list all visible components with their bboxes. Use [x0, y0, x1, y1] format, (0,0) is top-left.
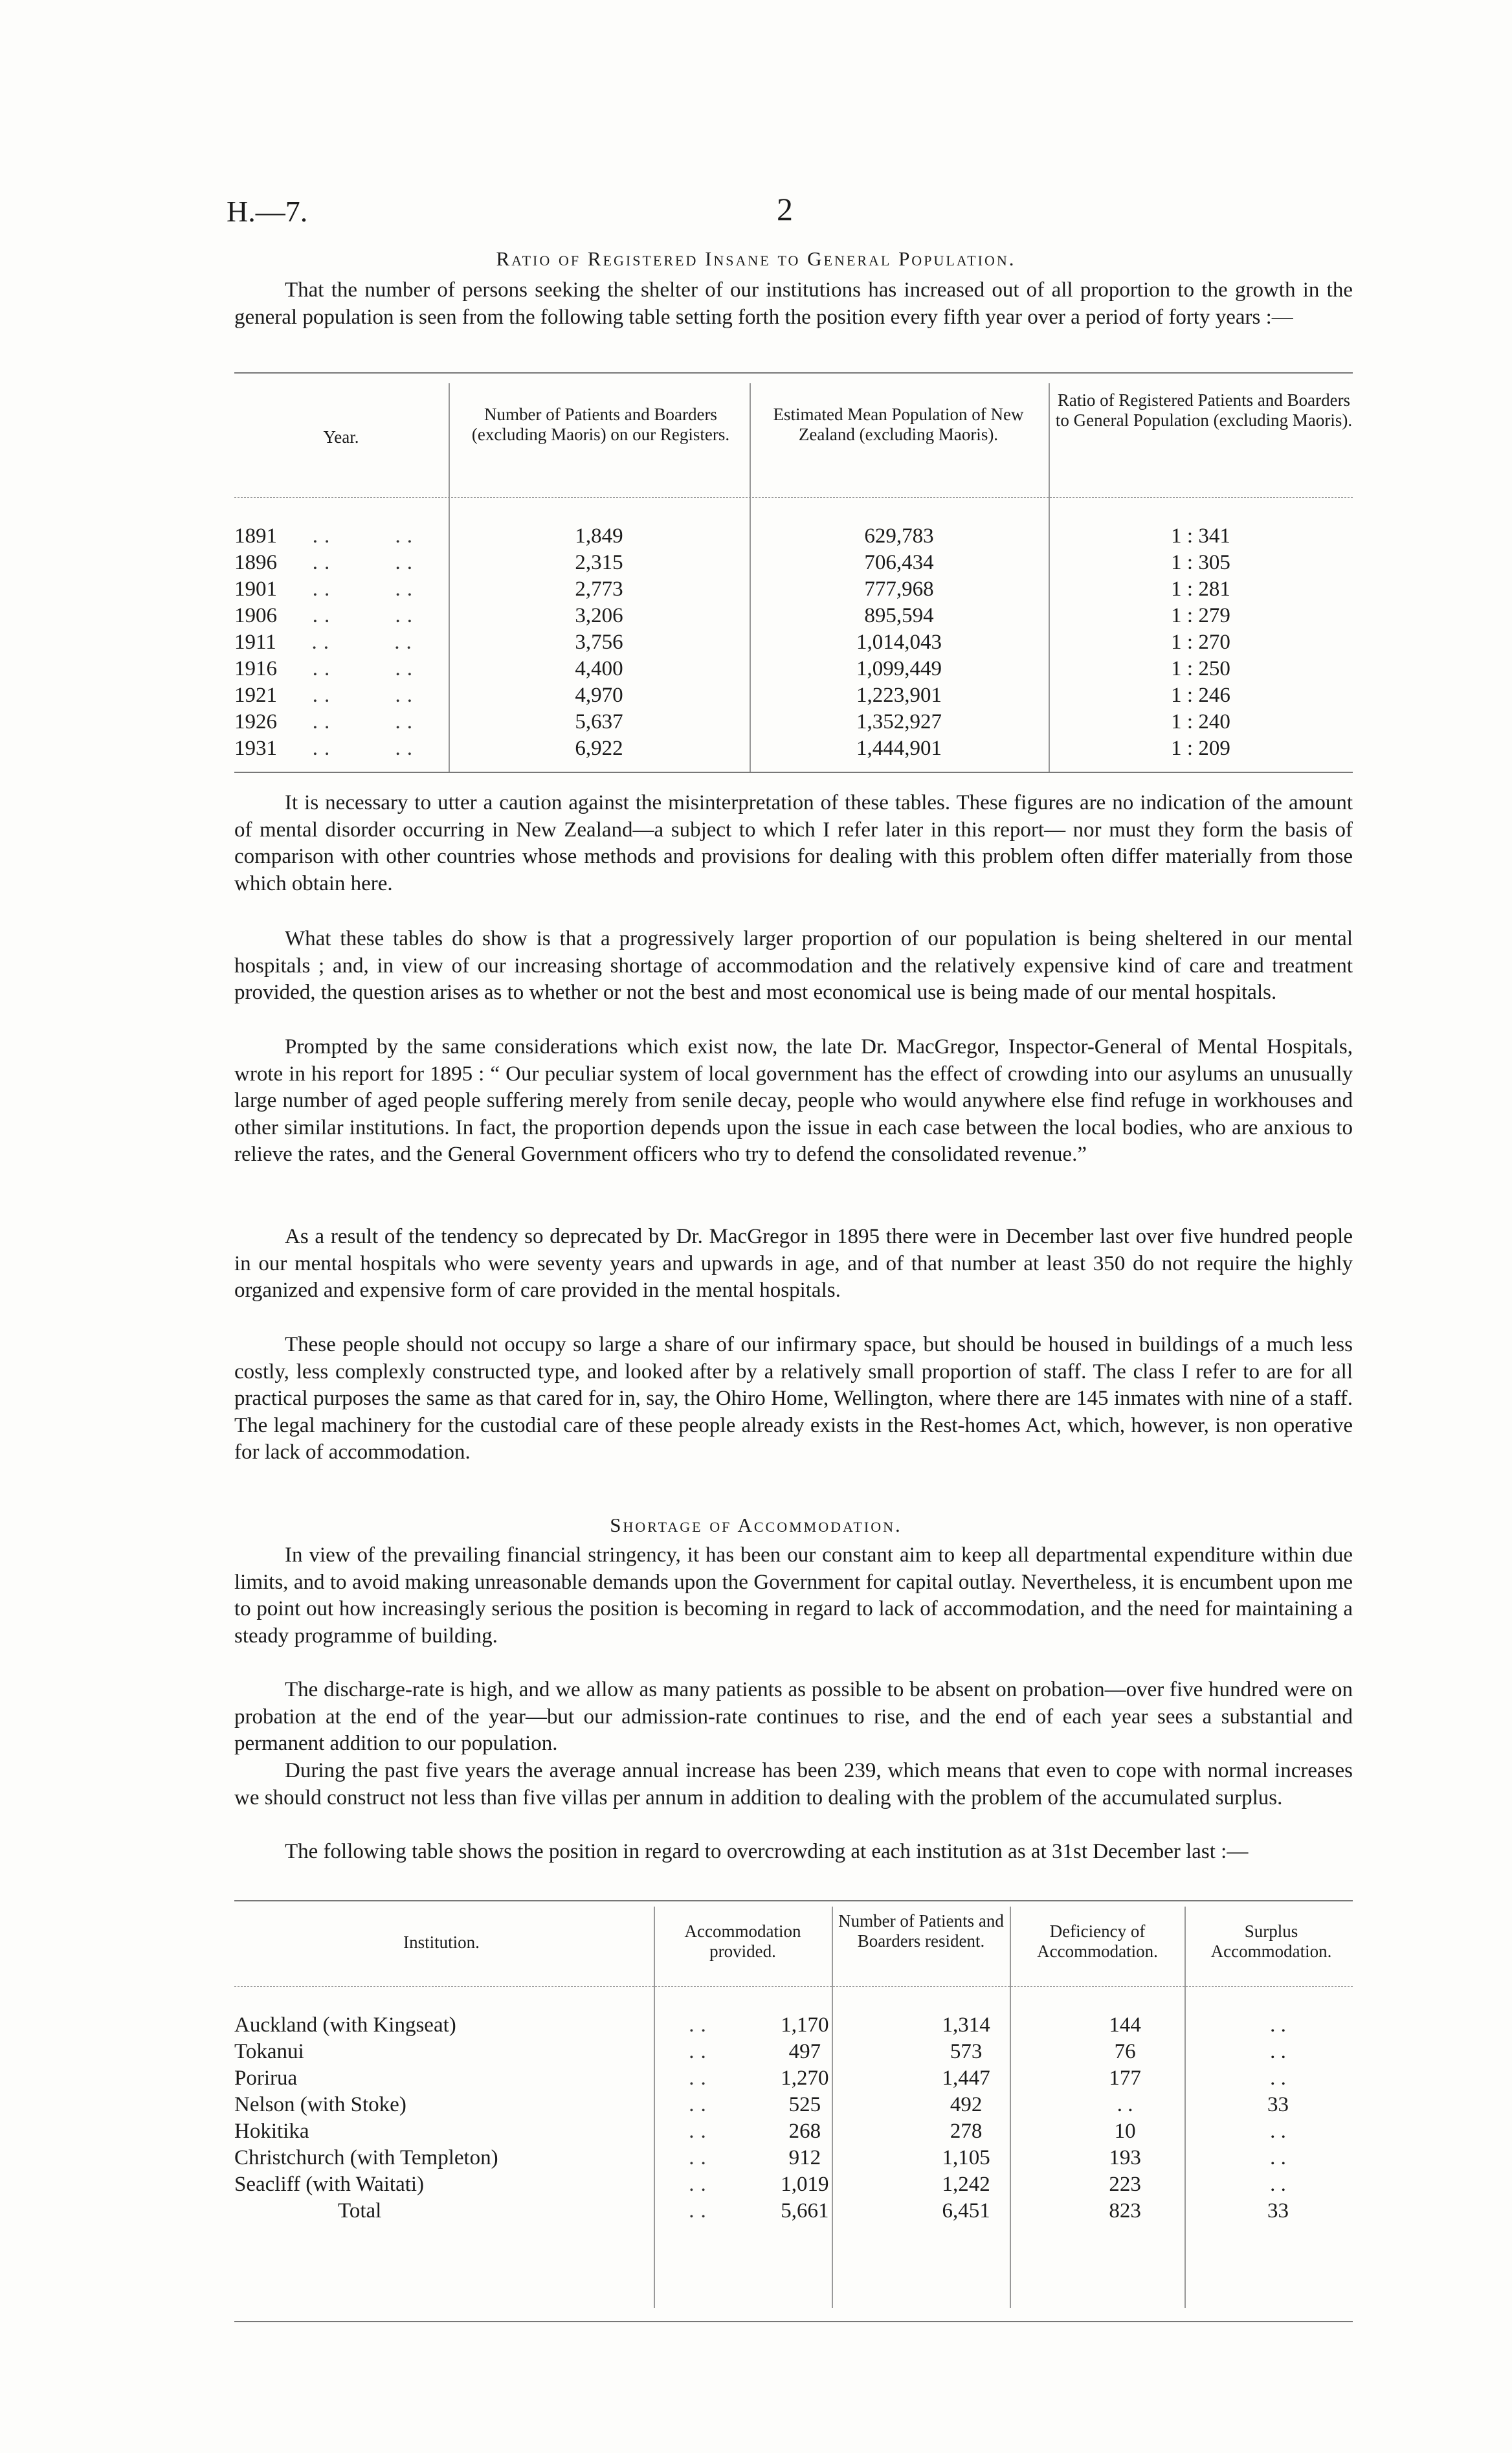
leader-dots: ..: [689, 2173, 713, 2196]
total-label-cell: [234, 2198, 724, 2224]
resident-cell: 573: [950, 2040, 983, 2063]
surplus-cell: . .: [1270, 2067, 1286, 2090]
year-label: 1911: [234, 631, 276, 654]
table-row: [234, 2012, 1353, 2039]
institution-name: Hokitika: [234, 2120, 309, 2143]
provided-cell: 1,170: [781, 2013, 829, 2037]
year-cell: [234, 629, 449, 656]
resident-cell: 278: [950, 2120, 983, 2143]
year-cell: [234, 682, 449, 709]
leader-dots: .. ..: [277, 551, 419, 574]
table-row: [234, 2118, 1353, 2145]
section-intro: That the number of persons seeking the shelter of our institutions has increased out of all proportion to the growth in the general population is seen from the following table setting forth the position every fifth year over a period of forty years :—: [234, 278, 1353, 329]
year-cell: [234, 656, 449, 682]
leader-dots: .. ..: [277, 710, 419, 734]
table-row: [234, 629, 1353, 656]
surplus-cell: 33: [1267, 2199, 1289, 2223]
ratio-cell: 1 : 240: [1171, 710, 1230, 734]
deficiency-cell: 10: [1114, 2120, 1136, 2143]
col-header-patients: Number of Patients and Boarders (excluding Maoris) on our Registers.: [471, 405, 730, 444]
ratio-cell: 1 : 250: [1171, 657, 1230, 680]
institution-name: Porirua: [234, 2067, 298, 2090]
deficiency-cell: 144: [1109, 2013, 1141, 2037]
year-cell: [234, 550, 449, 576]
leader-dots: .. ..: [277, 657, 419, 680]
patients-cell: 4,400: [575, 657, 623, 680]
provided-cell: 5,661: [781, 2199, 829, 2223]
year-label: 1916: [234, 657, 277, 680]
leader-dots: .. ..: [276, 631, 418, 654]
institution-cell: [234, 2012, 724, 2039]
total-row: [234, 2198, 1353, 2224]
table1-header-rule: [234, 497, 1353, 498]
ratio-cell: 1 : 246: [1171, 684, 1230, 707]
patients-cell: 6,922: [575, 737, 623, 760]
paragraph-discharge: The discharge-rate is high, and we allow as many patients as possible to be absent on probation—over five hundred were on probation at the end of the year—but our admission-rate continues to rise, and the end of each year sees a substantial and permanent addition to our population.: [234, 1678, 1353, 1755]
table1-top-rule: [234, 372, 1353, 374]
year-cell: [234, 709, 449, 735]
paragraph-caution: It is necessary to utter a caution against the misinterpretation of these tables. These figures are no indication of the amount of mental disorder occurring in New Zealand—a subject to which I refer later in this report— nor must they form the basis of comparison with other countries whose methods and provisions for dealing with this problem often differ materially from those which obtain here.: [234, 791, 1353, 895]
institution-name: Auckland (with Kingseat): [234, 2013, 456, 2037]
table2-top-rule: [234, 1900, 1353, 1901]
col-header-ratio: Ratio of Registered Patients and Boarders to General Population (excluding Maoris).: [1055, 390, 1353, 430]
deficiency-cell: 223: [1109, 2173, 1141, 2196]
table-row: [234, 2092, 1353, 2118]
year-cell: [234, 576, 449, 603]
patients-cell: 5,637: [575, 710, 623, 734]
institution-cell: [234, 2171, 724, 2198]
leader-dots: ..: [689, 2199, 713, 2223]
table2-header-rule: [234, 1986, 1353, 1987]
provided-cell: 912: [788, 2146, 821, 2169]
section-title-ratio: Ratio of Registered Insane to General Population.: [496, 247, 1016, 270]
ratio-cell: 1 : 305: [1171, 551, 1230, 574]
paragraph-following-table: The following table shows the position in regard to overcrowding at each institution as at 31st December last :—: [285, 1840, 1249, 1863]
col-header-resident: Number of Patients and Boarders resident.: [838, 1911, 1004, 1951]
table1-bottom-rule: [234, 772, 1353, 773]
col-header-institution: Institution.: [403, 1932, 480, 1952]
population-cell: 895,594: [864, 604, 934, 627]
surplus-cell: 33: [1267, 2093, 1289, 2116]
provided-cell: 1,019: [781, 2173, 829, 2196]
table-row: [234, 2145, 1353, 2171]
deficiency-cell: 823: [1109, 2199, 1141, 2223]
ratio-cell: 1 : 279: [1171, 604, 1230, 627]
year-cell: [234, 603, 449, 629]
col-header-provided: Accommodation provided.: [684, 1921, 801, 1961]
population-cell: 1,014,043: [856, 631, 942, 654]
provided-cell: 1,270: [781, 2067, 829, 2090]
institution-name: Tokanui: [234, 2040, 304, 2063]
table-row: [234, 2065, 1353, 2092]
leader-dots: .. ..: [277, 577, 419, 601]
ratio-cell: 1 : 270: [1171, 631, 1230, 654]
resident-cell: 1,314: [942, 2013, 990, 2037]
paragraph-tables-show: What these tables do show is that a progressively larger proportion of our population is being sheltered in our mental hospitals ; and, in view of our increasing shortage of accommodation and the relatively expensive kind of care and treatment provided, the question arises as to whether or not the best and most economical use is being made of our mental hospitals.: [234, 927, 1353, 1004]
table-row: [234, 523, 1353, 550]
resident-cell: 1,447: [942, 2067, 990, 2090]
population-cell: 629,783: [864, 524, 934, 548]
deficiency-cell: 177: [1109, 2067, 1141, 2090]
leader-dots: ..: [689, 2067, 713, 2090]
resident-cell: 1,242: [942, 2173, 990, 2196]
population-cell: 706,434: [864, 551, 934, 574]
year-label: 1906: [234, 604, 277, 627]
table-row: [234, 709, 1353, 735]
table-row: [234, 656, 1353, 682]
population-cell: 1,352,927: [856, 710, 942, 734]
institution-cell: [234, 2118, 724, 2145]
year-label: 1921: [234, 684, 277, 707]
leader-dots: ..: [689, 2013, 713, 2037]
deficiency-cell: . .: [1117, 2093, 1133, 2116]
paragraph-housing: These people should not occupy so large a share of our infirmary space, but should be housed in buildings of a much less costly, less complexly constructed type, and looked after by a relatively small proportion of staff. The class I refer to are for all practical purposes the same as that cared for in, say, the Ohiro Home, Wellington, where there are 145 inmates with nine of a staff. The legal machinery for the custodial care of these people already exists in the Rest-homes Act, which, however, is non operative for lack of accommodation.: [234, 1333, 1353, 1464]
resident-cell: 6,451: [942, 2199, 990, 2223]
paragraph-macgregor: Prompted by the same considerations which exist now, the late Dr. MacGregor, Inspector-General of Mental Hospitals, wrote in his report for 1895 : “ Our peculiar system of local government has the effect of crowding into our asylums an unusually large number of aged people suffering merely from senile decay, people who would anywhere else find refuge in workhouses and other similar institutions. In fact, the proportion depends upon the issue in each case between the local bodies, who are anxious to relieve the rates, and the General Government officers who try to defend the consolidated revenue.”: [234, 1035, 1353, 1166]
paragraph-tendency: As a result of the tendency so deprecated by Dr. MacGregor in 1895 there were in December last over five hundred people in our mental hospitals who were seventy years and upwards in age, and of that number at least 350 do not require the highly organized and expensive form of care provided in the mental hospitals.: [234, 1225, 1353, 1302]
provided-cell: 525: [788, 2093, 821, 2116]
institution-cell: [234, 2092, 724, 2118]
col-header-year: Year.: [323, 427, 359, 447]
surplus-cell: . .: [1270, 2040, 1286, 2063]
provided-cell: 268: [788, 2120, 821, 2143]
institution-cell: [234, 2145, 724, 2171]
ratio-cell: 1 : 209: [1171, 737, 1230, 760]
year-cell: [234, 523, 449, 550]
year-label: 1926: [234, 710, 277, 734]
leader-dots: .. ..: [277, 737, 419, 760]
leader-dots: .. ..: [277, 684, 419, 707]
provided-cell: 497: [788, 2040, 821, 2063]
patients-cell: 2,773: [575, 577, 623, 601]
table-row: [234, 603, 1353, 629]
year-label: 1931: [234, 737, 277, 760]
leader-dots: ..: [689, 2093, 713, 2116]
resident-cell: 492: [950, 2093, 983, 2116]
col-header-deficiency: Deficiency of Accommodation.: [1037, 1921, 1158, 1961]
surplus-cell: . .: [1270, 2146, 1286, 2169]
institution-name: Seacliff (with Waitati): [234, 2173, 425, 2196]
leader-dots: ..: [689, 2120, 713, 2143]
institution-name: Nelson (with Stoke): [234, 2093, 406, 2116]
year-label: 1896: [234, 551, 277, 574]
patients-cell: 4,970: [575, 684, 623, 707]
table-row: [234, 682, 1353, 709]
table-row: [234, 576, 1353, 603]
patients-cell: 1,849: [575, 524, 623, 548]
leader-dots: ..: [689, 2040, 713, 2063]
institution-cell: [234, 2065, 724, 2092]
table-row: [234, 550, 1353, 576]
col-header-population: Estimated Mean Population of New Zealand (excluding Maoris).: [773, 405, 1024, 444]
patients-cell: 3,206: [575, 604, 623, 627]
resident-cell: 1,105: [942, 2146, 990, 2169]
population-cell: 777,968: [864, 577, 934, 601]
year-cell: [234, 735, 449, 762]
table2-bottom-rule: [234, 2321, 1353, 2322]
section-title-shortage: Shortage of Accommodation.: [610, 1514, 902, 1536]
population-cell: 1,223,901: [856, 684, 942, 707]
col-header-surplus: Surplus Accommodation.: [1210, 1921, 1332, 1961]
year-label: 1891: [234, 524, 277, 548]
patients-cell: 2,315: [575, 551, 623, 574]
leader-dots: .. ..: [277, 524, 419, 548]
page-header: [227, 191, 1359, 233]
ratio-cell: 1 : 281: [1171, 577, 1230, 601]
deficiency-cell: 76: [1114, 2040, 1136, 2063]
ratio-cell: 1 : 341: [1171, 524, 1230, 548]
year-label: 1901: [234, 577, 277, 601]
surplus-cell: . .: [1270, 2120, 1286, 2143]
accommodation-table-body: [234, 2012, 1353, 2224]
total-label: Total: [338, 2199, 382, 2223]
deficiency-cell: 193: [1109, 2146, 1141, 2169]
paragraph-increase: During the past five years the average annual increase has been 239, which means that even to cope with normal increases we should construct not less than five villas per annum in addition to dealing with the problem of the accumulated surplus.: [234, 1759, 1353, 1809]
leader-dots: ..: [689, 2146, 713, 2169]
leader-dots: .. ..: [277, 604, 419, 627]
table-row: [234, 2171, 1353, 2198]
ratio-table-body: [234, 523, 1353, 762]
page-number: 2: [777, 191, 793, 227]
patients-cell: 3,756: [575, 631, 623, 654]
population-cell: 1,099,449: [856, 657, 942, 680]
surplus-cell: . .: [1270, 2013, 1286, 2037]
table-row: [234, 735, 1353, 762]
document-reference: H.—7.: [227, 195, 308, 228]
table-row: [234, 2039, 1353, 2065]
population-cell: 1,444,901: [856, 737, 942, 760]
institution-name: Christchurch (with Templeton): [234, 2146, 498, 2169]
institution-cell: [234, 2039, 724, 2065]
paragraph-stringency: In view of the prevailing financial stringency, it has been our constant aim to keep all departmental expenditure within due limits, and to avoid making unreasonable demands upon the Government for capital outlay. Nevertheless, it is encumbent upon me to point out how increasingly serious the position is becoming in regard to lack of accommodation, and the need for maintaining a steady programme of building.: [234, 1543, 1353, 1648]
surplus-cell: . .: [1270, 2173, 1286, 2196]
